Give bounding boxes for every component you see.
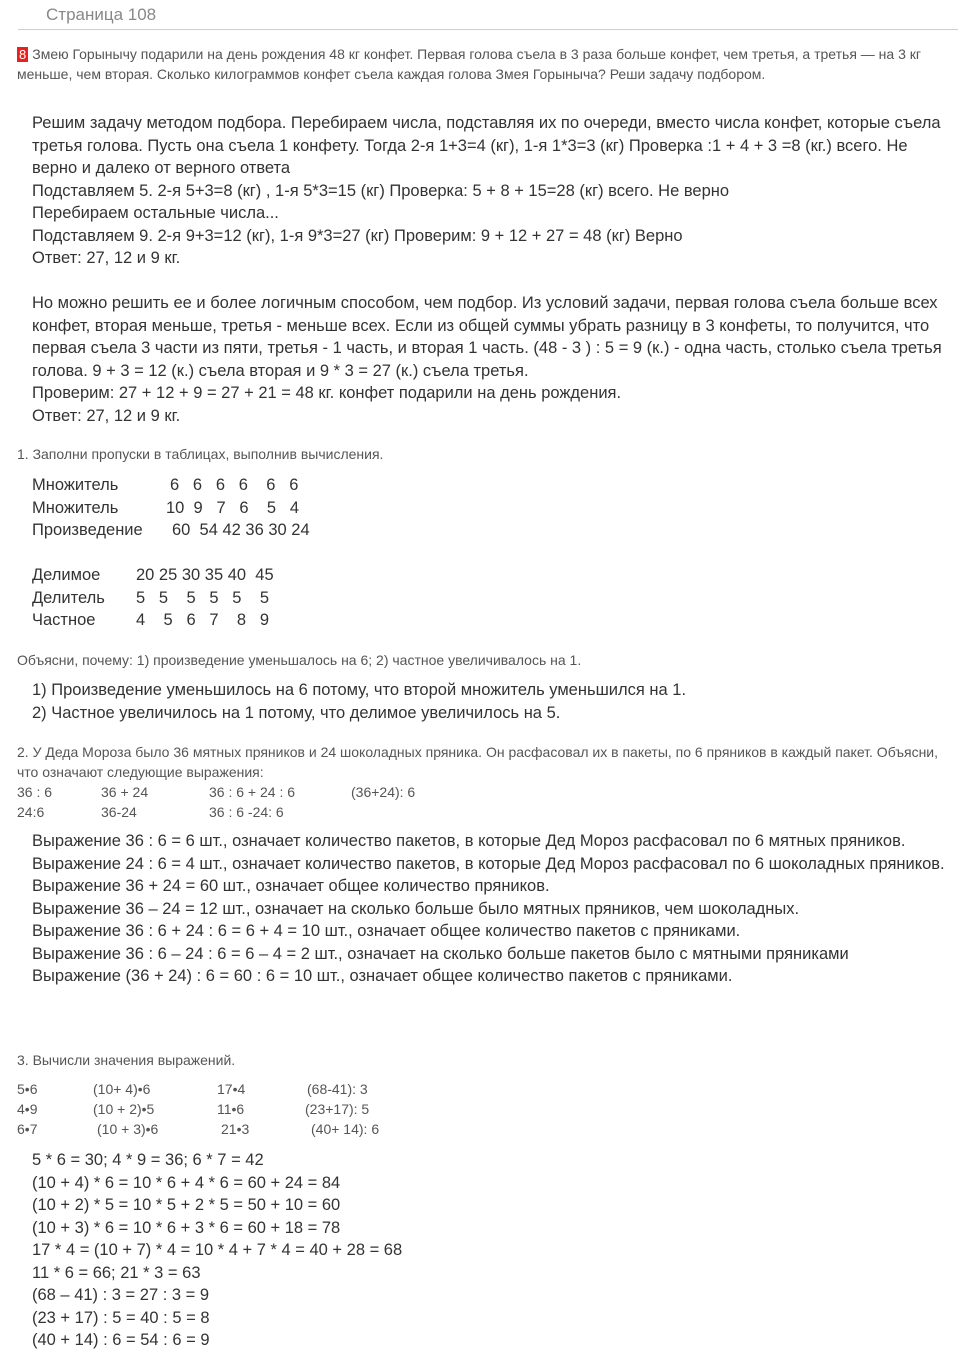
answer-line: Выражение 24 : 6 = 4 шт., означает количество пакетов, в которые Дед Мороз расфасовал по 6 шоколадных пряников.: [32, 854, 945, 873]
expression: 11•6: [217, 1101, 245, 1117]
expression: 36 : 6: [17, 784, 53, 800]
answer-line: (10 + 3) * 6 = 10 * 6 + 3 * 6 = 60 + 18 = 78: [32, 1218, 341, 1237]
expression: (68-41): 3: [307, 1081, 368, 1097]
answer-line: (23 + 17) : 5 = 40 : 5 = 8: [32, 1308, 210, 1327]
page-title: Страница 108: [46, 5, 157, 24]
expression: (23+17): 5: [305, 1101, 370, 1117]
title-divider: [18, 29, 958, 30]
row-values: 60 54 42 36 30 24: [172, 521, 310, 539]
row-label: Частное: [32, 611, 96, 629]
explain-answer-line: 1) Произведение уменьшилось на 6 потому, что второй множитель уменьшился на 1.: [32, 681, 687, 699]
answer-line: Выражение 36 : 6 + 24 : 6 = 6 + 4 = 10 шт., означает общее количество пакетов с пряниками.: [32, 922, 741, 940]
row-label: Делимое: [32, 566, 101, 584]
row-values: 5 5 5 5 5 5: [136, 588, 269, 607]
expression: (10 + 2)•5: [93, 1101, 155, 1117]
task-2-answers: [32, 830, 950, 988]
explain-answers: [32, 679, 957, 724]
task-8-solution-1: [32, 112, 950, 270]
expression: 6•7: [17, 1121, 38, 1137]
answer-line: Выражение (36 + 24) : 6 = 60 : 6 = 10 шт., означает общее количество пакетов с пряниками.: [32, 967, 733, 985]
task-2-statement: [17, 742, 957, 782]
answer-line: (40 + 14) : 6 = 54 : 6 = 9: [32, 1331, 210, 1349]
solution-line: Проверим: 27 + 12 + 9 = 27 + 21 = 48 кг. конфет подарили на день рождения.: [32, 384, 622, 402]
expression: (40+ 14): 6: [311, 1121, 380, 1137]
answer-line: 11 * 6 = 66; 21 * 3 = 63: [32, 1263, 201, 1282]
explain-question: Объясни, почему: 1) произведение уменьшалось на 6; 2) частное увеличивалось на 1.: [17, 652, 582, 668]
expression: (36+24): 6: [351, 784, 416, 800]
row-values: 20 25 30 35 40 45: [136, 566, 274, 584]
task-1-statement: 1. Заполни пропуски в таблицах, выполнив вычисления.: [17, 446, 384, 462]
task-3-statement: 3. Вычисли значения выражений.: [17, 1052, 236, 1068]
solution-line: Ответ: 27, 12 и 9 кг.: [32, 406, 181, 425]
task-2-text: 2. У Деда Мороза было 36 мятных пряников и 24 шоколадных пряника. Он расфасовал их в пакеты, по 6 пряников в каждый пакет. Объясни, что означают следующие выражения:: [17, 744, 939, 780]
row-label: Множитель: [32, 476, 119, 494]
answer-line: 17 * 4 = (10 + 7) * 4 = 10 * 4 + 7 * 4 = 40 + 28 = 68: [32, 1241, 403, 1259]
answer-line: Выражение 36 : 6 – 24 : 6 = 6 – 4 = 2 шт., означает на сколько больше пакетов было с мятными пряниками: [32, 944, 849, 963]
answer-line: Выражение 36 – 24 = 12 шт., означает на сколько больше было мятных пряников, чем шоколадных.: [32, 899, 800, 918]
expression: 36 : 6 -24: 6: [209, 804, 284, 820]
task-8-solution-2: [32, 292, 950, 427]
task-2-expressions: [17, 782, 517, 822]
task-3-answers: [32, 1149, 957, 1352]
expression: 36-24: [101, 804, 137, 820]
row-label: Делитель: [32, 588, 105, 607]
expression: (10 + 3)•6: [97, 1121, 159, 1137]
solution-line: Но можно решить ее и более логичным способом, чем подбор. Из условий задачи, первая голова съела больше всех конфет, вторая меньше, третья - меньше всех. Если из общей суммы убрать разницу в 3 конфеты, то получится, что первая съела 3 части из пяти, третья - 1 часть, и вторая 1 часть. (48 - 3 ) : 5 = 9 (к.) - одна часть, столько съела третья голова. 9 + 3 = 12 (к.) съела вторая и 9 * 3 = 27 (к.) съела третья.: [32, 294, 942, 380]
solution-line: Подставляем 9. 2-я 9+3=12 (кг), 1-я 9*3=27 (кг) Проверим: 9 + 12 + 27 = 48 (кг) Верно: [32, 226, 683, 245]
expression: (10+ 4)•6: [93, 1081, 151, 1097]
explain-answer-line: 2) Частное увеличилось на 1 потому, что делимое увеличилось на 5.: [32, 703, 561, 722]
expression: 21•3: [221, 1121, 250, 1137]
row-values: 4 5 6 7 8 9: [136, 611, 269, 629]
answer-line: (10 + 2) * 5 = 10 * 5 + 2 * 5 = 50 + 10 = 60: [32, 1196, 341, 1214]
task-3-expressions: [17, 1079, 517, 1139]
solution-line: Решим задачу методом подбора. Перебираем числа, подставляя их по очереди, вместо числа конфет, которые съела третья голова. Пусть она съела 1 конфету. Тогда 2-я 1+3=4 (кг), 1-я 1*3=3 (кг) Проверка :1 + 4 + 3 =8 (кг.) всего. Не верно и далеко от верного ответа: [32, 114, 941, 177]
expression: 4•9: [17, 1101, 38, 1117]
task-8-text: Змею Горынычу подарили на день рождения 48 кг конфет. Первая голова съела в 3 раза больше конфет, чем третья, а третья — на 3 кг меньше, чем вторая. Сколько килограммов конфет съела каждая голова Змея Горыныча? Реши задачу подбором.: [17, 46, 921, 82]
answer-line: 5 * 6 = 30; 4 * 9 = 36; 6 * 7 = 42: [32, 1151, 264, 1169]
expression: 17•4: [217, 1081, 246, 1097]
expression: 36 : 6 + 24 : 6: [209, 784, 296, 800]
task-marker: 8: [19, 47, 27, 62]
task-8-statement: [17, 44, 957, 84]
expression: 24:6: [17, 804, 45, 820]
solution-line: Подставляем 5. 2-я 5+3=8 (кг) , 1-я 5*3=15 (кг) Проверка: 5 + 8 + 15=28 (кг) всего. Не верно: [32, 181, 730, 200]
solution-line: Перебираем остальные числа...: [32, 204, 279, 222]
answer-line: (68 – 41) : 3 = 27 : 3 = 9: [32, 1286, 210, 1304]
answer-line: (10 + 4) * 6 = 10 * 6 + 4 * 6 = 60 + 24 = 84: [32, 1173, 341, 1192]
solution-line: Ответ: 27, 12 и 9 кг.: [32, 249, 181, 267]
expression: 5•6: [17, 1081, 38, 1097]
row-values: 10 9 7 6 5 4: [166, 498, 299, 517]
answer-line: Выражение 36 + 24 = 60 шт., означает общее количество пряников.: [32, 877, 550, 895]
row-label: Произведение: [32, 521, 143, 539]
answer-line: Выражение 36 : 6 = 6 шт., означает количество пакетов, в которые Дед Мороз расфасовал по 6 мятных пряников.: [32, 832, 906, 850]
row-values: 6 6 6 6 6 6: [170, 476, 299, 494]
expression: 36 + 24: [101, 784, 149, 800]
row-label: Множитель: [32, 498, 119, 517]
